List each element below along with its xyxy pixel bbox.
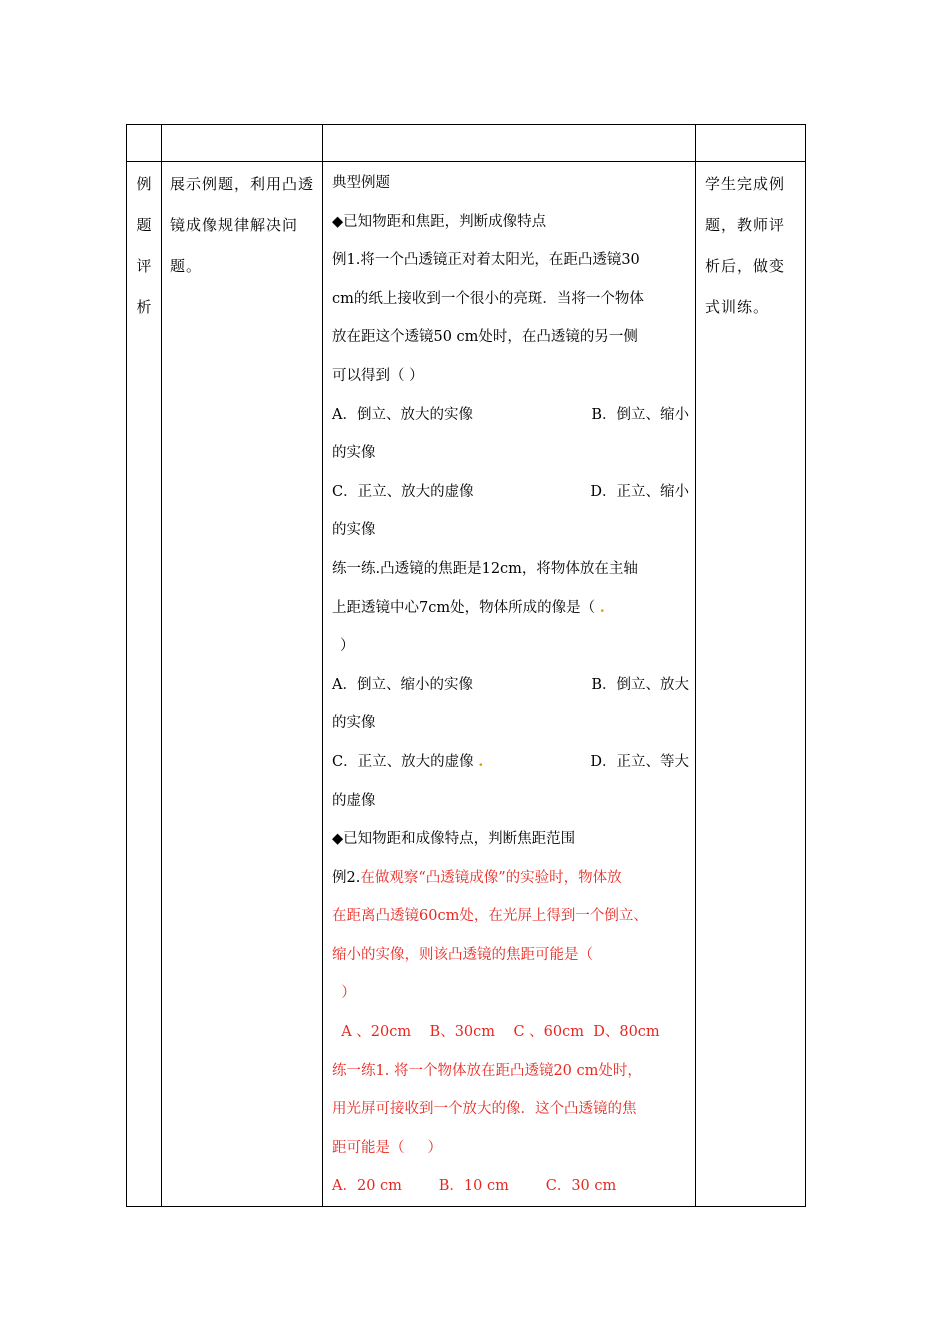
empty-cell	[127, 125, 162, 162]
practice1-option-a: A．倒立、缩小的实像	[332, 676, 473, 693]
practice2-options: A．20 cm B．10 cm C．30 cm	[332, 1178, 617, 1195]
practice1-line: ）	[340, 638, 355, 655]
example2-prefix: 例2.	[332, 869, 361, 886]
content-body	[323, 162, 695, 1206]
mark-dot: .	[599, 598, 605, 616]
example2-line: 在做观察“凸透镜成像”的实验时，物体放	[360, 869, 622, 886]
example2-options: A 、20cm B、30cm C 、60cm D、80cm	[332, 1024, 660, 1041]
practice1-option-b-cont: 的实像	[332, 715, 376, 732]
example1-line: 可以得到（ ）	[332, 367, 424, 384]
example2-line-wrap	[332, 859, 689, 898]
example2-line: 在距离凸透镜60cm处，在光屏上得到一个倒立、	[332, 908, 648, 925]
practice1-options-row	[332, 666, 689, 705]
example1-line: 放在距这个透镜50 cm处时，在凸透镜的另一侧	[332, 329, 638, 346]
section-heading-1: ◆已知物距和焦距，判断成像特点	[332, 213, 547, 230]
practice1-options-row	[332, 743, 689, 782]
student-activity-cell	[696, 162, 806, 1207]
practice1-line: 上距透镜中心7cm处，物体所成的像是（	[332, 599, 596, 616]
practice1-option-c-wrap	[332, 743, 483, 782]
empty-cell	[323, 125, 696, 162]
section-heading-2: ◆已知物距和成像特点，判断焦距范围	[332, 831, 576, 848]
practice1-option-c: C．正立、放大的虚像	[332, 753, 474, 770]
example2-line: 缩小的实像，则该凸透镜的焦距可能是（	[332, 946, 593, 963]
example1-option-c: C．正立、放大的虚像	[332, 483, 474, 500]
lesson-table	[126, 124, 806, 1207]
practice1-line-wrap	[332, 589, 689, 628]
table-header-row	[127, 125, 806, 162]
example1-option-d: D．正立、缩小	[590, 483, 689, 500]
example1-option-b: B．倒立、缩小	[591, 406, 689, 423]
stage-label: 例题评析	[136, 175, 152, 316]
teacher-activity-text: 展示例题，利用凸透镜成像规律解决问题。	[170, 175, 315, 275]
mark-dot: .	[478, 752, 484, 770]
practice1-option-d: D．正立、等大	[590, 753, 689, 770]
example1-line: cm的纸上接收到一个很小的亮斑．当将一个物体	[332, 290, 644, 307]
example1-line: 例1.将一个凸透镜正对着太阳光，在距凸透镜30	[332, 252, 640, 269]
practice2-line: 用光屏可接收到一个放大的像．这个凸透镜的焦	[332, 1101, 637, 1118]
content-cell	[323, 162, 696, 1207]
example1-option-d-cont: 的实像	[332, 522, 376, 539]
practice2-line: 距可能是（ ）	[332, 1139, 443, 1156]
teacher-activity-cell	[162, 162, 323, 1207]
example1-option-b-cont: 的实像	[332, 445, 376, 462]
content-heading: 典型例题	[332, 175, 390, 191]
empty-cell	[696, 125, 806, 162]
stage-cell	[127, 162, 162, 1207]
practice2-line: 练一练1. 将一个物体放在距凸透镜20 cm处时，	[332, 1062, 642, 1079]
example2-line: ）	[332, 985, 356, 1002]
practice1-option-d-cont: 的虚像	[332, 792, 376, 809]
table-row	[127, 162, 806, 1207]
example1-options-row	[332, 473, 689, 512]
example1-option-a: A．倒立、放大的实像	[332, 406, 473, 423]
example1-options-row	[332, 396, 689, 435]
practice1-line: 练一练.凸透镜的焦距是12cm，将物体放在主轴	[332, 560, 638, 577]
student-activity-text: 学生完成例题，教师评析后，做变式训练。	[705, 175, 786, 316]
empty-cell	[162, 125, 323, 162]
practice1-option-b: B．倒立、放大	[591, 676, 689, 693]
